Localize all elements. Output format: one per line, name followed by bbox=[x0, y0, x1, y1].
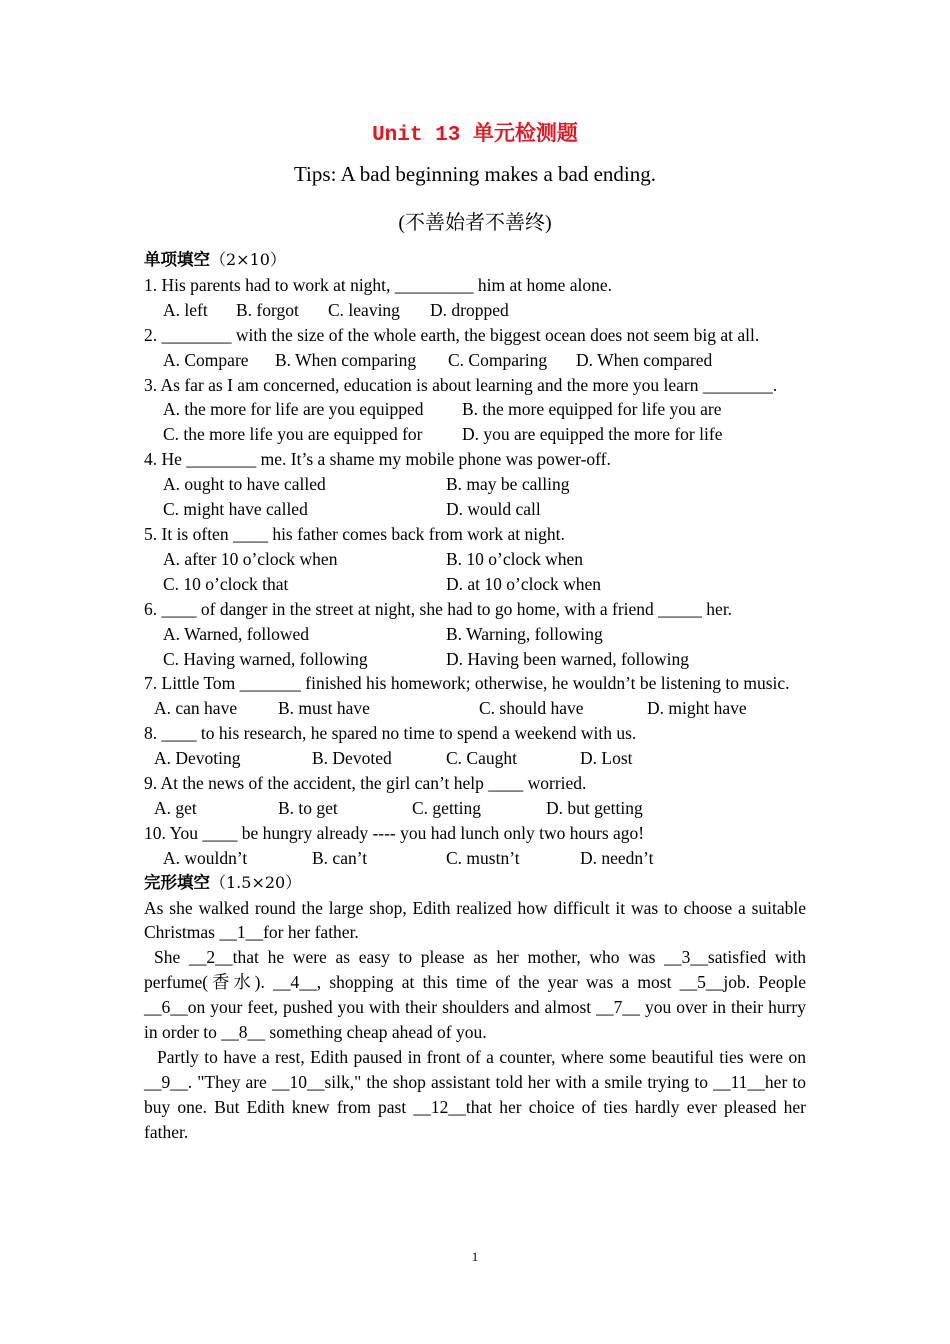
option-d: D. dropped bbox=[430, 299, 509, 320]
section-heading-cloze: 完形填空（1.5×20） bbox=[144, 872, 302, 892]
option-b: B. must have bbox=[278, 698, 370, 719]
tips-chinese: (不善始者不善终) bbox=[398, 212, 552, 234]
option-b: B. Devoted bbox=[312, 748, 392, 769]
question-3: 3. As far as I am concerned, education is about learning and the more you learn ________. bbox=[144, 374, 778, 395]
option-d: D. might have bbox=[647, 698, 747, 719]
question-10: 10. You ____ be hungry already ---- you had lunch only two hours ago! bbox=[144, 822, 645, 843]
question-4: 4. He ________ me. It’s a shame my mobile phone was power-off. bbox=[144, 449, 611, 470]
question-4-options-row1 bbox=[144, 472, 806, 497]
question-8-options bbox=[144, 746, 806, 771]
option-a: A. after 10 o’clock when bbox=[163, 548, 338, 569]
question-10-options bbox=[144, 846, 806, 871]
question-6: 6. ____ of danger in the street at night, she had to go home, with a friend _____ her. bbox=[144, 598, 733, 619]
option-b: B. Warning, following bbox=[446, 623, 603, 644]
option-a: A. wouldn’t bbox=[163, 847, 248, 868]
question-3-options-row1 bbox=[144, 397, 806, 422]
option-d: D. Having been warned, following bbox=[446, 648, 689, 669]
question-9-options bbox=[144, 796, 806, 821]
option-d: D. needn’t bbox=[580, 847, 654, 868]
question-4-options-row2 bbox=[144, 497, 806, 522]
option-d: D. Lost bbox=[580, 748, 633, 769]
tips-line: Tips: A bad beginning makes a bad ending. bbox=[293, 162, 657, 186]
option-a: A. the more for life are you equipped bbox=[163, 399, 424, 420]
option-a: A. can have bbox=[154, 698, 238, 719]
option-d: D. would call bbox=[446, 499, 541, 520]
question-2-options bbox=[144, 348, 806, 373]
cloze-paragraph-3: Partly to have a rest, Edith paused in front of a counter, where some beautiful ties were on __9__. "They are __10__silk," the shop assistant told her with a smile trying to __11__her to buy one. But Edith knew from past __12__that her choice of ties hardly ever pleased her father. bbox=[144, 1047, 806, 1142]
option-c: C. mustn’t bbox=[446, 847, 520, 868]
option-c: C. Comparing bbox=[448, 349, 548, 370]
question-5: 5. It is often ____ his father comes back from work at night. bbox=[144, 523, 565, 544]
option-b: B. to get bbox=[278, 797, 338, 818]
option-b: B. 10 o’clock when bbox=[446, 548, 584, 569]
option-d: D. but getting bbox=[546, 797, 643, 818]
question-6-options-row1 bbox=[144, 622, 806, 647]
option-a: A. ought to have called bbox=[163, 474, 326, 495]
option-c: C. 10 o’clock that bbox=[163, 573, 289, 594]
option-c: C. should have bbox=[479, 698, 584, 719]
question-2: 2. ________ with the size of the whole earth, the biggest ocean does not seem big at all. bbox=[144, 324, 760, 345]
question-1: 1. His parents had to work at night, _________ him at home alone. bbox=[144, 274, 613, 295]
question-7: 7. Little Tom _______ finished his homework; otherwise, he wouldn’t be listening to music. bbox=[144, 673, 790, 694]
section-heading-single-choice: 单项填空（2×10） bbox=[144, 250, 286, 269]
option-a: A. left bbox=[163, 299, 208, 320]
question-9: 9. At the news of the accident, the girl can’t help ____ worried. bbox=[144, 773, 587, 794]
page-title: Unit 13 单元检测题 bbox=[372, 124, 578, 147]
question-7-options bbox=[144, 696, 806, 721]
option-c: C. getting bbox=[412, 797, 482, 818]
option-d: D. at 10 o’clock when bbox=[446, 573, 602, 594]
option-a: A. Warned, followed bbox=[163, 623, 310, 644]
option-b: B. the more equipped for life you are bbox=[462, 399, 722, 420]
option-d: D. When compared bbox=[576, 349, 713, 370]
option-b: B. forgot bbox=[236, 299, 299, 320]
question-3-options-row2 bbox=[144, 422, 806, 447]
option-c: C. leaving bbox=[328, 299, 400, 320]
option-c: C. Caught bbox=[446, 748, 517, 769]
option-b: B. When comparing bbox=[275, 349, 417, 370]
option-a: A. Compare bbox=[163, 349, 249, 370]
option-b: B. can’t bbox=[312, 847, 368, 868]
option-a: A. get bbox=[154, 797, 197, 818]
option-c: C. the more life you are equipped for bbox=[163, 424, 423, 445]
question-5-options-row1 bbox=[144, 547, 806, 572]
option-a: A. Devoting bbox=[154, 748, 241, 769]
cloze-paragraph-1: As she walked round the large shop, Edith realized how difficult it was to choose a suitable Christmas __1__for her father. bbox=[144, 897, 806, 943]
document-body bbox=[144, 248, 806, 1145]
option-c: C. Having warned, following bbox=[163, 648, 368, 669]
option-d: D. you are equipped the more for life bbox=[462, 424, 723, 445]
question-1-options bbox=[144, 298, 806, 323]
option-c: C. might have called bbox=[163, 499, 308, 520]
page-number: 1 bbox=[471, 1249, 479, 1264]
question-6-options-row2 bbox=[144, 647, 806, 672]
question-5-options-row2 bbox=[144, 572, 806, 597]
cloze-paragraph-2: She __2__that he were as easy to please as her mother, who was __3__satisfied with perfume(香水). __4__, shopping at this time of the year was a most __5__job. People __6__on your feet, pushed you with their shoulders and almost __7__ you over in their hurry in order to __8__ something cheap ahead of you. bbox=[144, 947, 806, 1043]
question-8: 8. ____ to his research, he spared no time to spend a weekend with us. bbox=[144, 723, 637, 744]
option-b: B. may be calling bbox=[446, 474, 570, 495]
